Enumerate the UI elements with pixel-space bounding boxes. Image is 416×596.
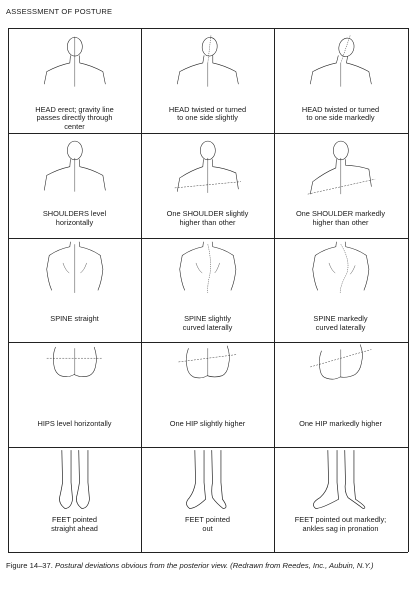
spine-slight-illustration <box>141 238 274 320</box>
feet-illustration <box>8 447 141 516</box>
cell-hip-marked <box>274 342 407 447</box>
cell-caption: HEAD twisted or turned to one side slightly <box>168 104 247 123</box>
cell-head-marked <box>274 28 407 133</box>
shoulders-level-illustration <box>8 133 141 215</box>
grid-line <box>408 28 409 552</box>
cell-hip-slight <box>141 342 274 447</box>
cell-caption: One HIP markedly higher <box>299 418 382 428</box>
feet-illustration <box>274 447 407 516</box>
cell-feet-out <box>141 447 274 552</box>
cell-hips-level <box>8 342 141 447</box>
cell-feet-straight <box>8 447 141 552</box>
cell-feet-out-markedly <box>274 447 407 552</box>
page-header: ASSESSMENT OF POSTURE <box>6 7 113 16</box>
cell-shoulders-level <box>8 133 141 238</box>
cell-shoulder-slight <box>141 133 274 238</box>
cell-caption: SPINE markedly curved laterally <box>313 314 368 332</box>
cell-head-erect <box>8 28 141 133</box>
grid-line <box>8 552 408 553</box>
cell-caption: HEAD twisted or turned to one side markedly <box>301 104 380 123</box>
shoulder-marked-illustration <box>274 133 407 215</box>
cell-caption: SPINE slightly curved laterally <box>182 314 233 332</box>
cell-caption: HEAD erect; gravity line passes directly through center <box>35 104 114 131</box>
hips-level-illustration <box>8 342 141 424</box>
spine-marked-illustration <box>274 238 407 320</box>
cell-head-slight <box>141 28 274 133</box>
cell-shoulder-marked <box>274 133 407 238</box>
cell-caption: FEET pointed out <box>184 515 231 533</box>
head-slight-turn-illustration <box>141 28 274 110</box>
hip-slight-illustration <box>141 342 274 424</box>
posture-grid <box>8 28 408 552</box>
feet-illustration <box>141 447 274 516</box>
cell-spine-marked <box>274 238 407 343</box>
figure-caption <box>6 561 410 571</box>
cell-caption: SHOULDERS level horizontally <box>42 209 107 227</box>
cell-spine-slight <box>141 238 274 343</box>
cell-spine-straight <box>8 238 141 343</box>
cell-caption: SPINE straight <box>50 314 99 324</box>
head-marked-turn-illustration <box>274 28 407 110</box>
cell-caption: HIPS level horizontally <box>37 418 112 428</box>
cell-caption: FEET pointed out markedly; ankles sag in pronation <box>294 515 387 533</box>
cell-caption: One SHOULDER slightly higher than other <box>166 209 249 227</box>
figure-number: Figure 14–37. <box>6 561 53 570</box>
head-erect-illustration <box>8 28 141 110</box>
cell-caption: One SHOULDER markedly higher than other <box>295 209 386 227</box>
hip-marked-illustration <box>274 342 407 424</box>
shoulder-slight-illustration <box>141 133 274 215</box>
spine-straight-illustration <box>8 238 141 320</box>
cell-caption: FEET pointed straight ahead <box>51 515 98 533</box>
cell-caption: One HIP slightly higher <box>169 418 246 428</box>
figure-caption-text: Postural deviations obvious from the posterior view. (Redrawn from Reedes, Inc., Aubuin, N.Y.) <box>55 561 374 570</box>
